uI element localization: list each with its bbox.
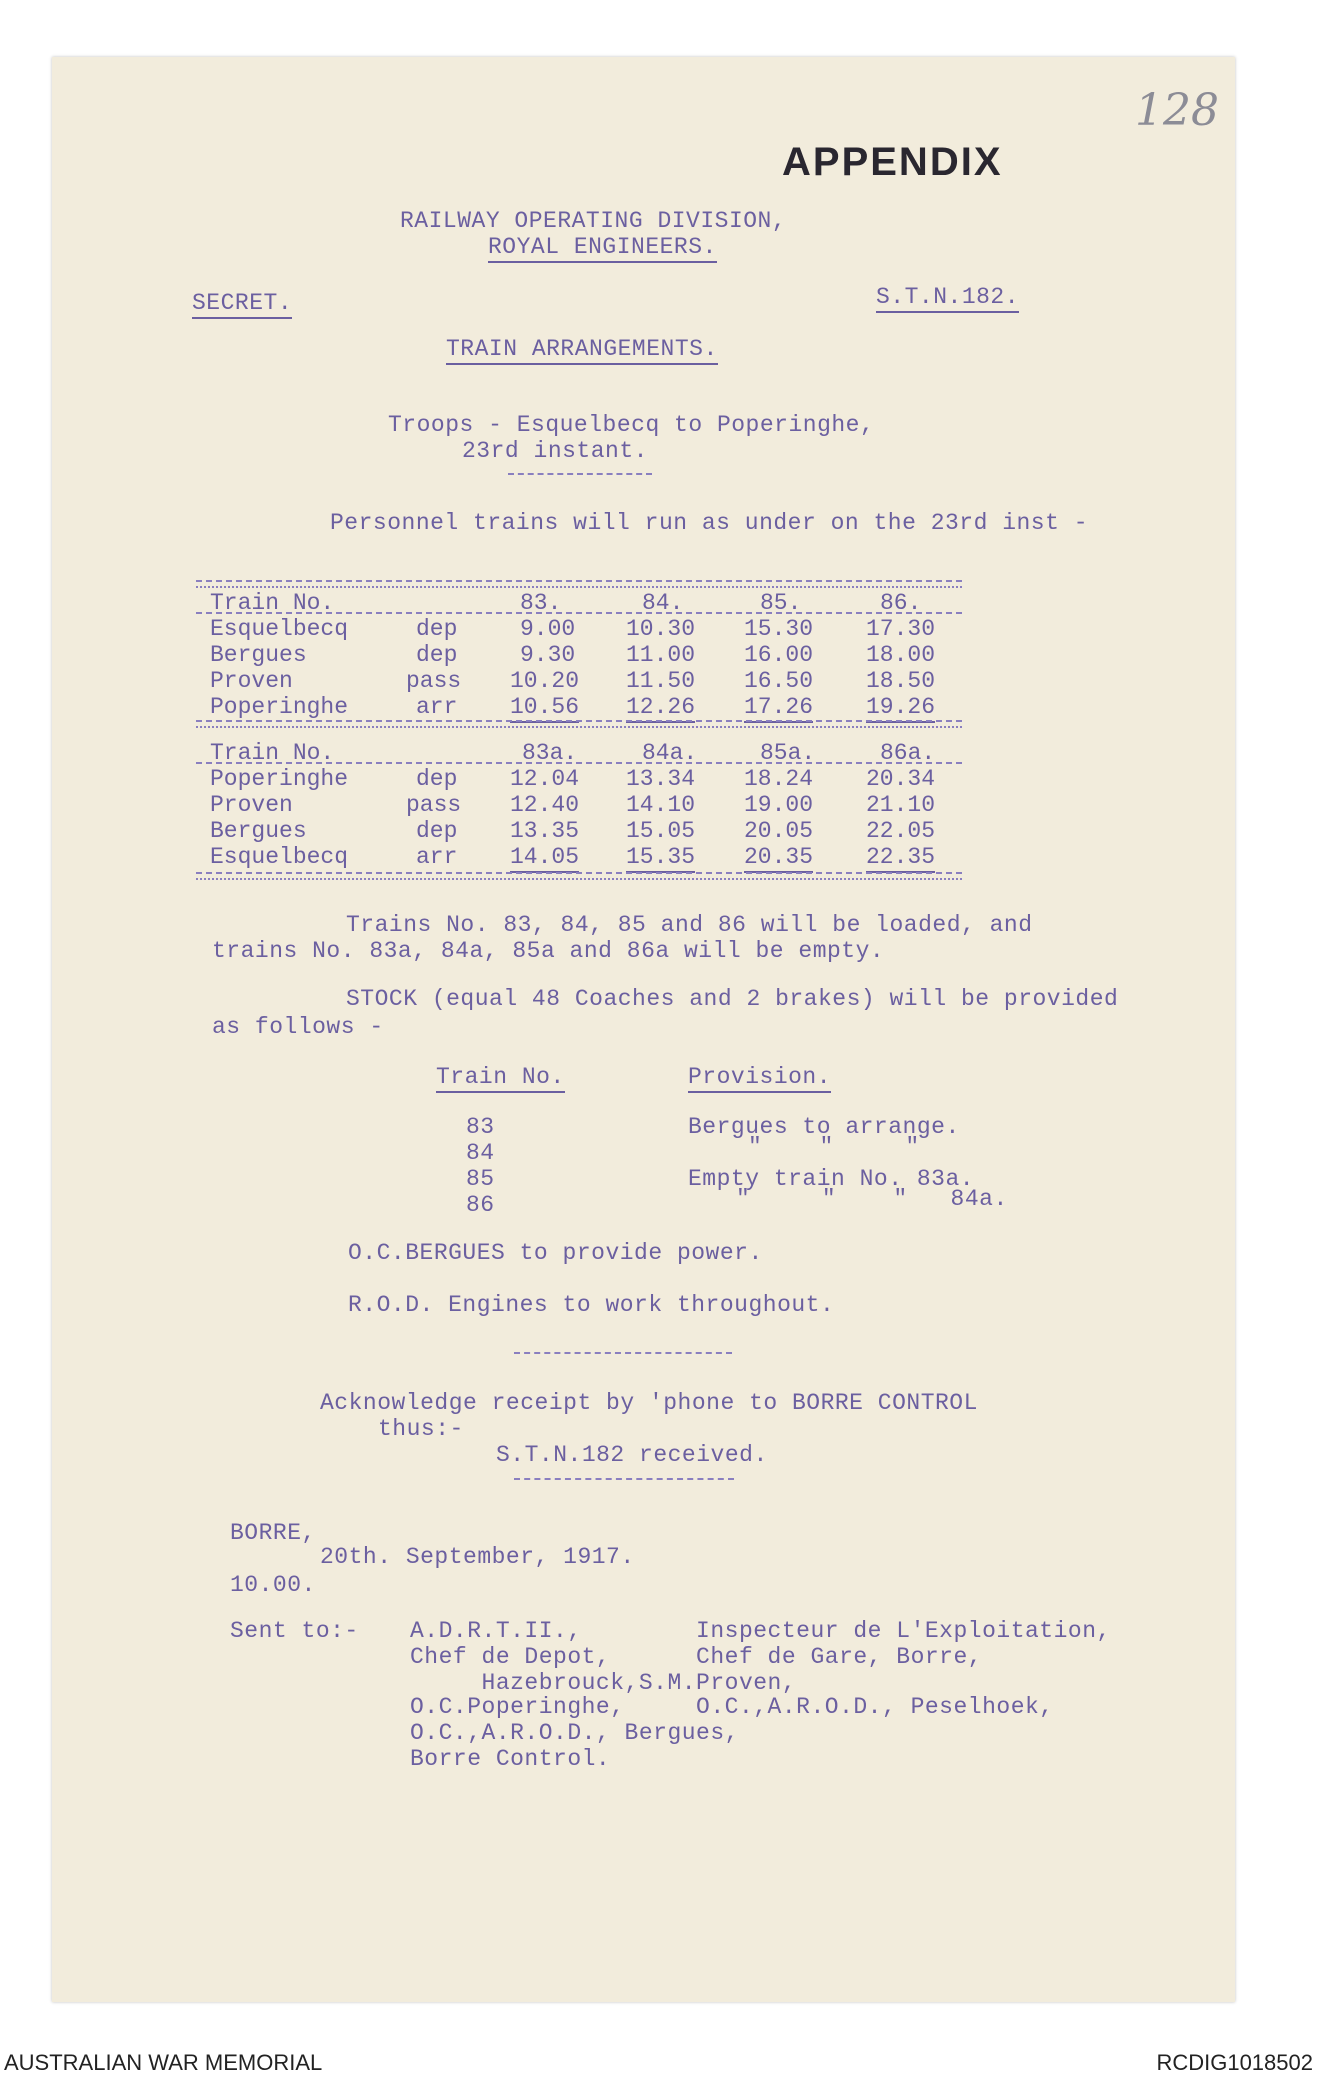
movement-code: dep [416,818,458,844]
engineers-heading: ROYAL ENGINEERS. [488,234,717,263]
recipient-line: A.D.R.T.II., Inspecteur de L'Exploitation, [410,1618,1111,1644]
time-cell: 20.05 [744,818,814,844]
time-cell: 15.05 [626,818,696,844]
recipient-line: Borre Control. [410,1746,611,1772]
time-cell: 20.35 [744,844,813,873]
time-cell: 14.10 [626,792,696,818]
page-number: 128 [1135,85,1219,136]
train-number: 83a. [522,740,578,766]
subject-line-1: Troops - Esquelbecq to Poperinghe, [388,412,875,438]
time-cell: 16.50 [744,668,814,694]
divider [508,473,652,475]
time-cell: 9.00 [520,616,576,642]
time-cell: 14.05 [510,844,579,873]
train-no-label: Train No. [210,740,335,766]
reference-number: S.T.N.182. [876,284,1019,313]
time-cell: 12.40 [510,792,580,818]
time-cell: 18.50 [866,668,936,694]
table-rule [196,720,962,722]
document-title: TRAIN ARRANGEMENTS. [446,336,718,365]
time-cell: 9.30 [520,642,576,668]
archive-credit: AUSTRALIAN WAR MEMORIAL [4,2050,323,2075]
time-cell: 22.35 [866,844,935,873]
table-rule [196,586,962,588]
time-cell: 10.56 [510,694,579,723]
train-number: 85. [760,590,802,616]
movement-code: pass [406,792,462,818]
train-number: 84a. [642,740,698,766]
station-name: Proven [210,792,293,818]
place-of-issue: BORRE, [230,1520,316,1546]
provision-train: 84 [466,1140,495,1166]
time-cell: 10.20 [510,668,580,694]
time-cell: 13.35 [510,818,580,844]
train-no-label: Train No. [210,590,335,616]
time-cell: 17.30 [866,616,936,642]
time-cell: 22.05 [866,818,936,844]
recipient-line: Hazebrouck,S.M.Proven, [410,1670,797,1696]
loaded-paragraph-line-1: Trains No. 83, 84, 85 and 86 will be loaded, and [346,912,1033,938]
train-number: 83. [520,590,562,616]
movement-code: arr [416,844,458,870]
station-name: Bergues [210,818,307,844]
station-name: Esquelbecq [210,616,349,642]
acknowledge-line-3: S.T.N.182 received. [496,1442,768,1468]
time-cell: 17.26 [744,694,813,723]
provision-detail: Empty train No. 83a. [688,1166,975,1192]
provision-detail: " " " 84a. [736,1186,1008,1212]
time-cell: 16.00 [744,642,814,668]
loaded-paragraph-line-2: trains No. 83a, 84a, 85a and 86a will be empty. [212,938,885,964]
train-number: 86. [880,590,922,616]
time-cell: 20.34 [866,766,936,792]
movement-code: arr [416,694,458,720]
recipient-line: O.C.,A.R.O.D., Bergues, [410,1720,739,1746]
movement-code: dep [416,616,458,642]
divider [514,1352,732,1354]
power-note: O.C.BERGUES to provide power. [348,1240,763,1266]
stock-paragraph-line-2: as follows - [212,1014,384,1040]
provision-col-train: Train No. [436,1064,565,1093]
time-cell: 15.35 [626,844,695,873]
station-name: Bergues [210,642,307,668]
subject-line-2: 23rd instant. [462,438,648,464]
station-name: Poperinghe [210,766,349,792]
movement-code: dep [416,766,458,792]
provision-detail: " " " [748,1134,920,1160]
engines-note: R.O.D. Engines to work throughout. [348,1292,835,1318]
archive-id: RCDIG1018502 [1156,2050,1313,2075]
sent-to-label: Sent to:- [230,1618,359,1644]
table-rule [196,580,962,582]
issue-date: 20th. September, 1917. [320,1544,635,1570]
time-cell: 19.26 [866,694,935,723]
station-name: Poperinghe [210,694,349,720]
provision-detail: Bergues to arrange. [688,1114,960,1140]
train-number: 85a. [760,740,816,766]
time-cell: 12.26 [626,694,695,723]
recipient-line: Chef de Depot, Chef de Gare, Borre, [410,1644,983,1670]
time-cell: 10.30 [626,616,696,642]
time-cell: 21.10 [866,792,936,818]
time-cell: 11.00 [626,642,696,668]
appendix-stamp: APPENDIX [782,140,1003,184]
train-number: 86a. [880,740,936,766]
secret-label: SECRET. [192,290,292,319]
time-cell: 18.24 [744,766,814,792]
time-cell: 12.04 [510,766,580,792]
station-name: Esquelbecq [210,844,349,870]
time-cell: 11.50 [626,668,696,694]
train-number: 84. [642,590,684,616]
stock-paragraph-line-1: STOCK (equal 48 Coaches and 2 brakes) will be provided [346,986,1119,1012]
provision-train: 85 [466,1166,495,1192]
movement-code: dep [416,642,458,668]
table-rule [196,726,962,728]
station-name: Proven [210,668,293,694]
acknowledge-line-1: Acknowledge receipt by 'phone to BORRE CONTROL [320,1390,978,1416]
provision-train: 86 [466,1192,495,1218]
movement-code: pass [406,668,462,694]
division-heading: RAILWAY OPERATING DIVISION, [400,208,787,234]
provision-col-provision: Provision. [688,1064,831,1093]
time-cell: 13.34 [626,766,696,792]
acknowledge-line-2: thus:- [378,1416,464,1442]
time-cell: 18.00 [866,642,936,668]
time-cell: 19.00 [744,792,814,818]
table-rule [196,872,962,874]
table-rule [196,878,962,880]
table-rule [196,762,962,764]
issue-time: 10.00. [230,1572,316,1598]
time-cell: 15.30 [744,616,814,642]
divider [514,1478,734,1480]
provision-train: 83 [466,1114,495,1140]
recipient-line: O.C.Poperinghe, O.C.,A.R.O.D., Peselhoek, [410,1694,1054,1720]
table-rule [196,612,962,614]
intro-text: Personnel trains will run as under on the 23rd inst - [330,510,1089,536]
